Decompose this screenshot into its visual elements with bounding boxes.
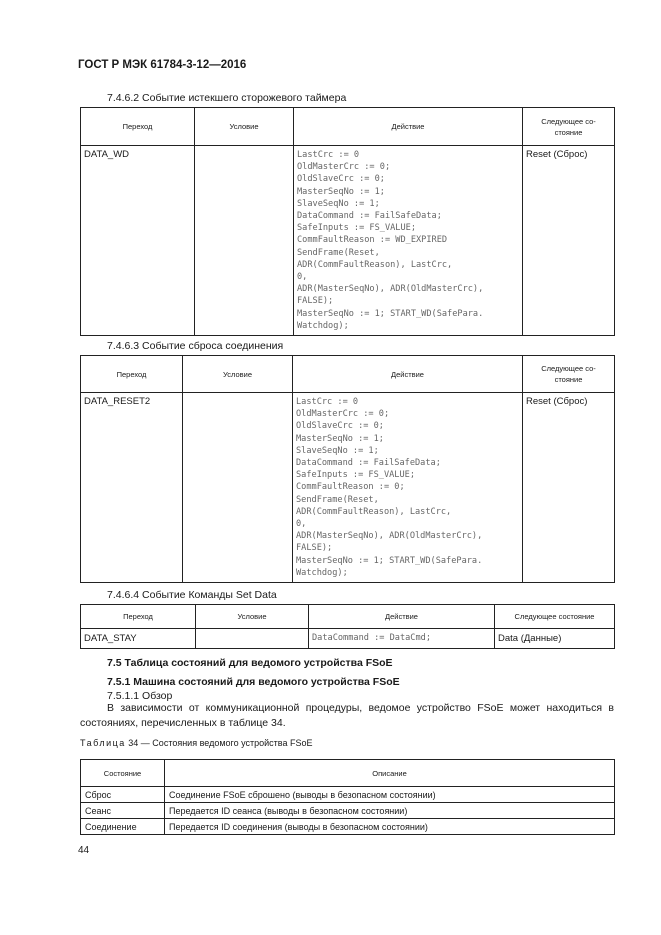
transition-cell: DATA_WD (81, 146, 195, 336)
state-cell: Соединение (81, 819, 165, 835)
col-header-condition: Условие (196, 605, 309, 629)
transition-cell: DATA_RESET2 (81, 393, 183, 583)
condition-cell (196, 629, 309, 649)
description-cell: Передается ID соединения (выводы в безопасном состоянии) (165, 819, 615, 835)
next-state-cell: Data (Данные) (495, 629, 615, 649)
section-751-title: 7.5.1 Машина состояний для ведомого устройства FSoE (107, 676, 400, 688)
action-code: DataCommand := DataCmd; (309, 629, 495, 649)
document-header: ГОСТ Р МЭК 61784-3-12—2016 (78, 59, 247, 71)
table-7464 (80, 604, 615, 649)
table-7462 (80, 107, 615, 336)
next-state-cell: Reset (Сброс) (523, 393, 615, 583)
col-header-condition: Условие (183, 356, 293, 393)
state-cell: Сеанс (81, 803, 165, 819)
col-header-description: Описание (165, 760, 615, 787)
state-cell: Сброс (81, 787, 165, 803)
section-7463-title: 7.4.6.3 Событие сброса соединения (107, 340, 284, 352)
col-header-transition: Переход (81, 605, 196, 629)
action-code: LastCrc := 0 OldMasterCrc := 0; OldSlaveCrc := 0; MasterSeqNo := 1; SlaveSeqNo := 1; DataCommand := FailSafeData; SafeInputs := FS_VALUE; CommFaultReason := 0; SendFrame(Reset, ADR(CommFaultReason), LastCrc, 0, ADR(MasterSeqNo), ADR(OldMasterCrc), FALSE); MasterSeqNo := 1; START_WD(SafePara. Watchdog); (293, 393, 523, 583)
section-7464-title: 7.4.6.4 Событие Команды Set Data (107, 589, 277, 601)
table-34 (80, 759, 615, 835)
table-34-caption (80, 738, 313, 748)
col-header-transition: Переход (81, 108, 195, 146)
table-7463 (80, 355, 615, 583)
overview-paragraph: В зависимости от коммуникационной процедуры, ведомое устройство FSoE может находиться в состояниях, перечисленных в таблице 34. (80, 702, 614, 729)
transition-cell: DATA_STAY (81, 629, 196, 649)
col-header-action: Действие (293, 356, 523, 393)
col-header-next-state: Следующее со- стояние (523, 356, 615, 393)
section-75-title: 7.5 Таблица состояний для ведомого устройства FSoE (107, 657, 393, 669)
page-number: 44 (78, 845, 90, 856)
col-header-state: Состояние (81, 760, 165, 787)
col-header-action: Действие (309, 605, 495, 629)
table-34-caption-rest: 34 — Состояния ведомого устройства FSoE (125, 738, 313, 748)
action-code: LastCrc := 0 OldMasterCrc := 0; OldSlaveCrc := 0; MasterSeqNo := 1; SlaveSeqNo := 1; DataCommand := FailSafeData; SafeInputs := FS_VALUE; CommFaultReason := WD_EXPIRED SendFrame(Reset, ADR(CommFaultReason), LastCrc, 0, ADR(MasterSeqNo), ADR(OldMasterCrc), FALSE); MasterSeqNo := 1; START_WD(SafePara. Watchdog); (294, 146, 523, 336)
col-header-action: Действие (294, 108, 523, 146)
next-state-cell: Reset (Сброс) (523, 146, 615, 336)
col-header-next-state: Следующее со- стояние (523, 108, 615, 146)
section-7462-title: 7.4.6.2 Событие истекшего сторожевого таймера (107, 92, 347, 104)
table-34-caption-prefix: Таблица (80, 738, 126, 748)
col-header-transition: Переход (81, 356, 183, 393)
description-cell: Соединение FSoE сброшено (выводы в безопасном состоянии) (165, 787, 615, 803)
col-header-next-state: Следующее состояние (495, 605, 615, 629)
section-7511-title: 7.5.1.1 Обзор (107, 690, 173, 702)
condition-cell (183, 393, 293, 583)
condition-cell (195, 146, 294, 336)
description-cell: Передается ID сеанса (выводы в безопасном состоянии) (165, 803, 615, 819)
col-header-condition: Условие (195, 108, 294, 146)
